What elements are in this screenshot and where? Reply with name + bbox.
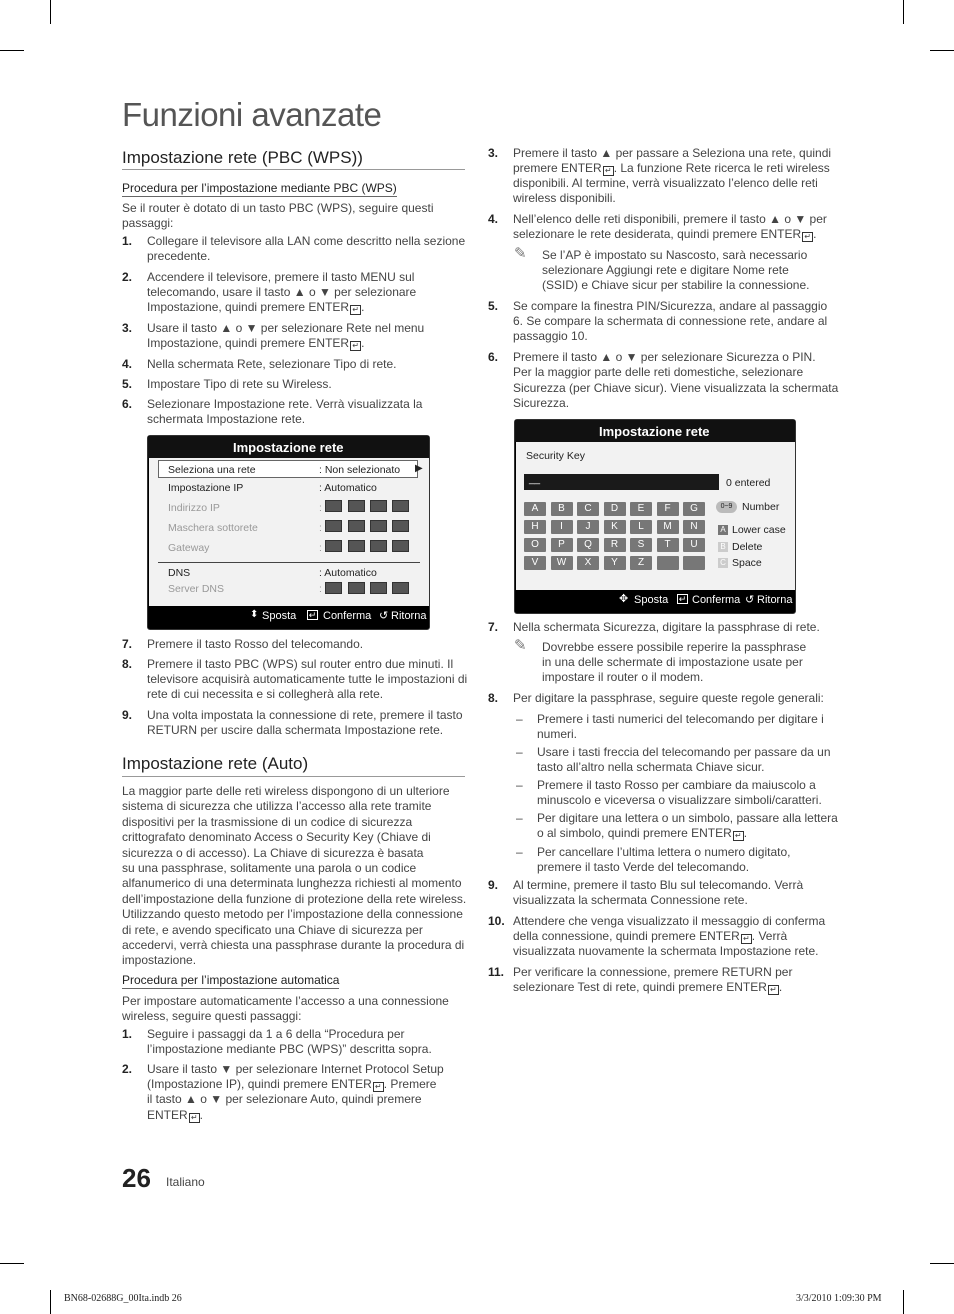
keypad-key[interactable]: D [604,502,626,516]
step-text: Per verificare la connessione, premere RETURN per [513,965,793,979]
osd-body [516,442,795,590]
dash-bullet: – [516,845,523,859]
osd-colon: : [319,542,322,554]
keypad-key[interactable]: P [551,538,573,552]
crop-mark [0,50,24,51]
keypad-key[interactable]: T [657,538,679,552]
step-text: telecomando, usare il tasto ▲ o ▼ per selezionare [147,285,417,299]
crop-mark [50,0,51,24]
osd-row-label: Indirizzo IP [168,502,220,514]
keypad-key[interactable]: R [604,538,626,552]
divider [158,562,420,563]
ip-field-box [392,582,409,594]
legend-delete: Delete [732,541,763,553]
paragraph-line: alfanumerico di una determinata lunghezza richiesti al momento [122,876,462,891]
print-file-info: BN68-02688G_00Ita.indb 26 [64,1293,182,1304]
step-text: schermata Impostazione rete. [147,412,306,426]
step-text: Per la maggior parte delle reti domestiche, selezionare [513,365,804,379]
step-text: selezionare Test di rete, quindi premere ENTER ↵ . [513,980,783,994]
step-text: Premere il tasto ▲ per passare a Seleziona una rete, quindi [513,146,832,160]
step-text: Accendere il televisore, premere il tasto MENU sul [147,270,415,284]
auto-intro: wireless, seguire questi passaggi: [122,1009,302,1023]
print-date-info: 3/3/2010 1:09:30 PM [796,1293,882,1304]
osd-network-settings [147,435,430,630]
keypad-key[interactable] [657,556,679,570]
return-icon: ↺ [745,594,755,606]
step-text: Nella schermata Sicurezza, digitare la passphrase di rete. [513,620,820,634]
step-number: 9. [488,878,499,892]
paragraph-line: Utilizzando questo metodo per l’impostazione della connessione [122,907,463,922]
keypad-key[interactable]: G [683,502,705,516]
paragraph-line: crittografato denominato Access o Security Key (Chiave di [122,830,431,845]
step-text: Seguire i passaggi da 1 a 6 della “Procedura per [147,1027,405,1041]
osd-row-value: : Non selezionato [319,464,401,476]
step-number: 6. [122,397,133,411]
step-text: Premere il tasto PBC (WPS) sul router entro due minuti. Il [147,657,454,671]
security-key-input[interactable]: __ [524,474,719,490]
section-heading-pbc: Impostazione rete (PBC (WPS)) [122,148,363,167]
keypad-key[interactable]: F [657,502,679,516]
subheading-auto: Procedura per l’impostazione automatica [122,973,340,987]
ip-field-box [348,500,365,512]
dash-bullet: – [516,811,523,825]
step-number: 9. [122,708,133,722]
keypad-key[interactable]: H [524,520,546,534]
enter-icon: ↵ [768,985,779,995]
keypad-key[interactable]: V [524,556,546,570]
footer-return: Ritorna [391,610,427,622]
yellow-button-badge: C [718,558,728,568]
step-number: 2. [122,270,133,284]
step-text: televisore acquisirà automaticamente tutte le impostazioni di [147,672,468,686]
keypad-key[interactable]: X [577,556,599,570]
step-number: 3. [122,321,133,335]
keypad-key[interactable]: U [683,538,705,552]
step-text: Impostazione, quindi premere ENTER ↵ . [147,336,365,350]
step-number: 1. [122,234,133,248]
number-badge: 0~9 [716,501,737,513]
crop-mark [930,50,954,51]
step-text: l’impostazione mediante PBC (WPS)” descritta sopra. [147,1042,432,1056]
step-text: Selezionare Impostazione rete. Verrà visualizzata la [147,397,423,411]
step-text: il tasto ▲ o ▼ per selezionare Auto, quindi premere [147,1092,422,1106]
enter-icon: ↵ [350,305,361,315]
osd-header [515,420,795,442]
keypad-key[interactable]: I [551,520,573,534]
step-text: selezionare le rete desiderata, quindi premere ENTER ↵ . [513,227,817,241]
step-text: premere ENTER ↵ . La funzione Rete ricerca le reti wireless [513,161,830,175]
ip-field-box [392,500,409,512]
rule-text: minuscolo e viceversa o visualizzare simboli/caratteri. [537,793,822,807]
footer-move: Sposta [262,610,297,622]
step-number: 1. [122,1027,133,1041]
step-text: wireless disponibili. [513,191,616,205]
step-text: Premere il tasto ▲ o ▼ per selezionare Sicurezza o PIN. [513,350,816,364]
enter-icon: ↵ [308,610,317,620]
step-number: 8. [488,691,499,705]
step-text: Premere il tasto Rosso del telecomando. [147,637,364,651]
step-text: Per digitare la passphrase, seguire queste regole generali: [513,691,824,705]
step-text: Nella schermata Rete, selezionare Tipo di rete. [147,357,397,371]
osd-footer [148,606,429,628]
footer-return: Ritorna [757,594,793,606]
footer-move: Sposta [634,594,669,606]
keypad-key[interactable]: N [683,520,705,534]
rule-text: o al simbolo, quindi premere ENTER ↵ . [537,826,748,840]
enter-icon: ↵ [350,341,361,351]
keypad-key[interactable]: A [524,502,546,516]
step-text: rete di cui necessita e si collegherà alla rete. [147,687,384,701]
osd-row-value: : Automatico [319,567,377,579]
step-text: Nell’elenco delle reti disponibili, premere il tasto ▲ o ▼ per [513,212,827,226]
keypad-key[interactable]: Q [577,538,599,552]
osd-colon: : [319,502,322,514]
crop-mark [930,1263,954,1264]
step-text: Se compare la finestra PIN/Sicurezza, andare al passaggio [513,299,828,313]
pencil-note-icon: ✎ [514,637,527,654]
osd-row-label: Impostazione IP [168,482,244,494]
ip-field-box [370,582,387,594]
rule-text: Usare i tasti freccia del telecomando per passare da un [537,745,831,759]
subheading-pbc: Procedura per l’impostazione mediante PBC (WPS) [122,181,397,195]
paragraph-line: impostazione. [122,953,197,968]
osd-colon: : [319,522,322,534]
note-text: (SSID) e Chiave sicur per stabilire la connessione. [542,278,810,292]
osd-row-value: : Automatico [319,482,377,494]
rule-text: tasto all’altro nella schermata Chiave sicur. [537,760,765,774]
step-text: Attendere che venga visualizzato il messaggio di conferma [513,914,826,928]
osd-body [149,458,429,606]
paragraph-line: dell’impostazione della funzione di protezione della rete wireless. [122,891,467,906]
auto-intro: Per impostare automaticamente l’accesso a una connessione [122,994,449,1008]
crop-mark [903,1290,904,1314]
ip-field-box [370,540,387,552]
step-text: Sicurezza. [513,396,570,410]
paragraph-line: sistema di sicurezza che utilizza l’accesso alla rete tramite [122,799,432,814]
step-text: RETURN per uscire dalla schermata Impostazione rete. [147,723,444,737]
step-number: 3. [488,146,499,160]
red-button-badge: A [718,525,728,535]
page-number: 26 [122,1163,151,1193]
step-text: disponibili. Al termine, verrà visualizzato l’elenco delle reti [513,176,818,190]
enter-icon: ↵ [603,166,614,176]
enter-icon: ↵ [678,594,687,604]
ip-field-box [392,520,409,532]
page-language: Italiano [166,1175,205,1189]
pbc-intro: Se il router è dotato di un tasto PBC (WPS), seguire questi [122,201,434,215]
keypad-key[interactable]: J [577,520,599,534]
osd-row-label: DNS [168,567,191,579]
footer-confirm: Conferma [323,610,372,622]
legend-lower-case: Lower case [732,524,786,536]
enter-icon: ↵ [733,831,744,841]
keypad-key[interactable]: B [551,502,573,516]
paragraph-line: La maggior parte delle reti wireless dispongono di un ulteriore [122,784,450,798]
osd-security-key [514,419,796,614]
ip-field-box [392,540,409,552]
step-text: Usare il tasto ▼ per selezionare Internet Protocol Setup [147,1062,444,1076]
security-key-label: Security Key [526,450,585,462]
note-text: selezionare Aggiungi rete e digitare Nome rete [542,263,789,277]
step-number: 4. [122,357,133,371]
step-number: 5. [488,299,499,313]
rule-text: premere il tasto Verde del telecomando. [537,860,750,874]
heading-rule [122,169,465,170]
keypad-key[interactable]: O [524,538,546,552]
paragraph-line: dispositivi per la trasmissione di un codice di sicurezza [122,814,413,829]
ip-field-box [348,582,365,594]
crop-mark [0,1263,24,1264]
keypad-key[interactable]: K [604,520,626,534]
osd-row-label: Gateway [168,542,210,554]
osd-footer [515,590,795,612]
osd-title: Impostazione rete [233,440,344,455]
step-text: precedente. [147,249,211,263]
keypad-key[interactable]: M [657,520,679,534]
legend-number: Number [742,501,780,513]
move-icon: ✥ [619,593,629,605]
arrow-right-icon[interactable]: ▶ [415,463,423,474]
ip-field-box [370,520,387,532]
step-text: della connessione, quindi premere ENTER ↵ . Verrà [513,929,788,943]
paragraph-line: sicurezza o di accesso). La Chiave di sicurezza è basata [122,845,424,860]
step-text: Impostare Tipo di rete su Wireless. [147,377,332,391]
keypad-key[interactable]: Y [604,556,626,570]
note-text: in una delle schermate di impostazione usate per [542,655,803,669]
step-text: ENTER ↵ . [147,1108,204,1122]
step-number: 7. [122,637,133,651]
keypad-key[interactable]: Z [630,556,652,570]
ip-field-box [370,500,387,512]
step-text: (Impostazione IP), quindi premere ENTER ↵ . Premere [147,1077,437,1091]
dash-bullet: – [516,712,523,726]
paragraph-line: su una passphrase, solitamente una parola o un codice [122,861,417,875]
dash-bullet: – [516,745,523,759]
ip-field-box [325,520,342,532]
osd-header [148,436,429,458]
ip-field-box [348,540,365,552]
step-text: Usare il tasto ▲ o ▼ per selezionare Rete nel menu [147,321,425,335]
rule-text: Per digitare una lettera o un simbolo, passare alla lettera [537,811,838,825]
step-number: 4. [488,212,499,226]
step-text: visualizzata la schermata Connessione rete. [513,893,748,907]
enter-icon: ↵ [189,1113,200,1123]
pencil-note-icon: ✎ [514,245,527,262]
rule-text: Premere il tasto Rosso per cambiare da maiuscolo a [537,778,816,792]
chapter-title: Funzioni avanzate [122,96,382,133]
step-text: Al termine, premere il tasto Blu sul telecomando. Verrà [513,878,804,892]
return-icon: ↺ [379,610,389,622]
step-text: 6. Se compare la schermata di connessione rete, andare al [513,314,828,328]
enter-icon: ↵ [802,232,813,242]
step-number: 5. [122,377,133,391]
step-number: 8. [122,657,133,671]
osd-colon: : [319,583,322,595]
dash-bullet: – [516,778,523,792]
step-text: visualizzata nuovamente la schermata Impostazione rete. [513,944,819,958]
rule-text: Per cancellare l’ultima lettera o numero digitato, [537,845,791,859]
ip-field-box [325,540,342,552]
step-number: 11. [488,965,505,979]
crop-mark [903,0,904,24]
green-button-badge: B [718,542,728,552]
enter-icon: ↵ [741,934,752,944]
enter-icon: ↵ [373,1082,384,1092]
ip-field-box [325,500,342,512]
osd-row-label: Maschera sottorete [168,522,258,534]
keypad-key[interactable]: W [551,556,573,570]
osd-row-label: Seleziona una rete [168,464,256,476]
crop-mark [50,1290,51,1314]
note-text: impostare il router o il modem. [542,670,704,684]
legend-space: Space [732,557,762,569]
step-text: Impostazione, quindi premere ENTER ↵ . [147,300,365,314]
step-text: Una volta impostata la connessione di rete, premere il tasto [147,708,463,722]
step-text: Sicurezza (per Chiave sicur). Viene visualizzata la schermata [513,381,839,395]
paragraph-line: accedervi, verrà chiesta una passphrase durante la procedura di [122,938,465,952]
rule-text: Premere i tasti numerici del telecomando per digitare i [537,712,824,726]
step-text: passaggio 10. [513,329,588,343]
ip-field-box [325,582,342,594]
step-number: 2. [122,1062,133,1076]
step-number: 7. [488,620,499,634]
note-text: Se l’AP è impostato su Nascosto, sarà necessario [542,248,808,262]
move-icon: ⬍ [250,609,259,620]
note-text: Dovrebbe essere possibile reperire la passphrase [542,640,807,654]
step-text: Collegare il televisore alla LAN come descritto nella sezione [147,234,466,248]
step-number: 10. [488,914,505,928]
pbc-intro: passaggi: [122,216,174,230]
section-heading-auto: Impostazione rete (Auto) [122,754,309,773]
step-number: 6. [488,350,499,364]
heading-rule [122,776,465,777]
rule-text: numeri. [537,727,578,741]
keypad-key[interactable]: L [630,520,652,534]
keypad-key[interactable] [683,556,705,570]
osd-row-label: Server DNS [168,583,225,595]
entered-count: 0 entered [726,477,771,489]
footer-confirm: Conferma [692,594,741,606]
keypad-key[interactable]: E [630,502,652,516]
paragraph-line: di rete, e avendo specificato una Chiave di sicurezza per [122,922,423,937]
ip-field-box [348,520,365,532]
keypad-key[interactable]: C [577,502,599,516]
keypad-key[interactable]: S [630,538,652,552]
osd-title: Impostazione rete [599,424,710,439]
